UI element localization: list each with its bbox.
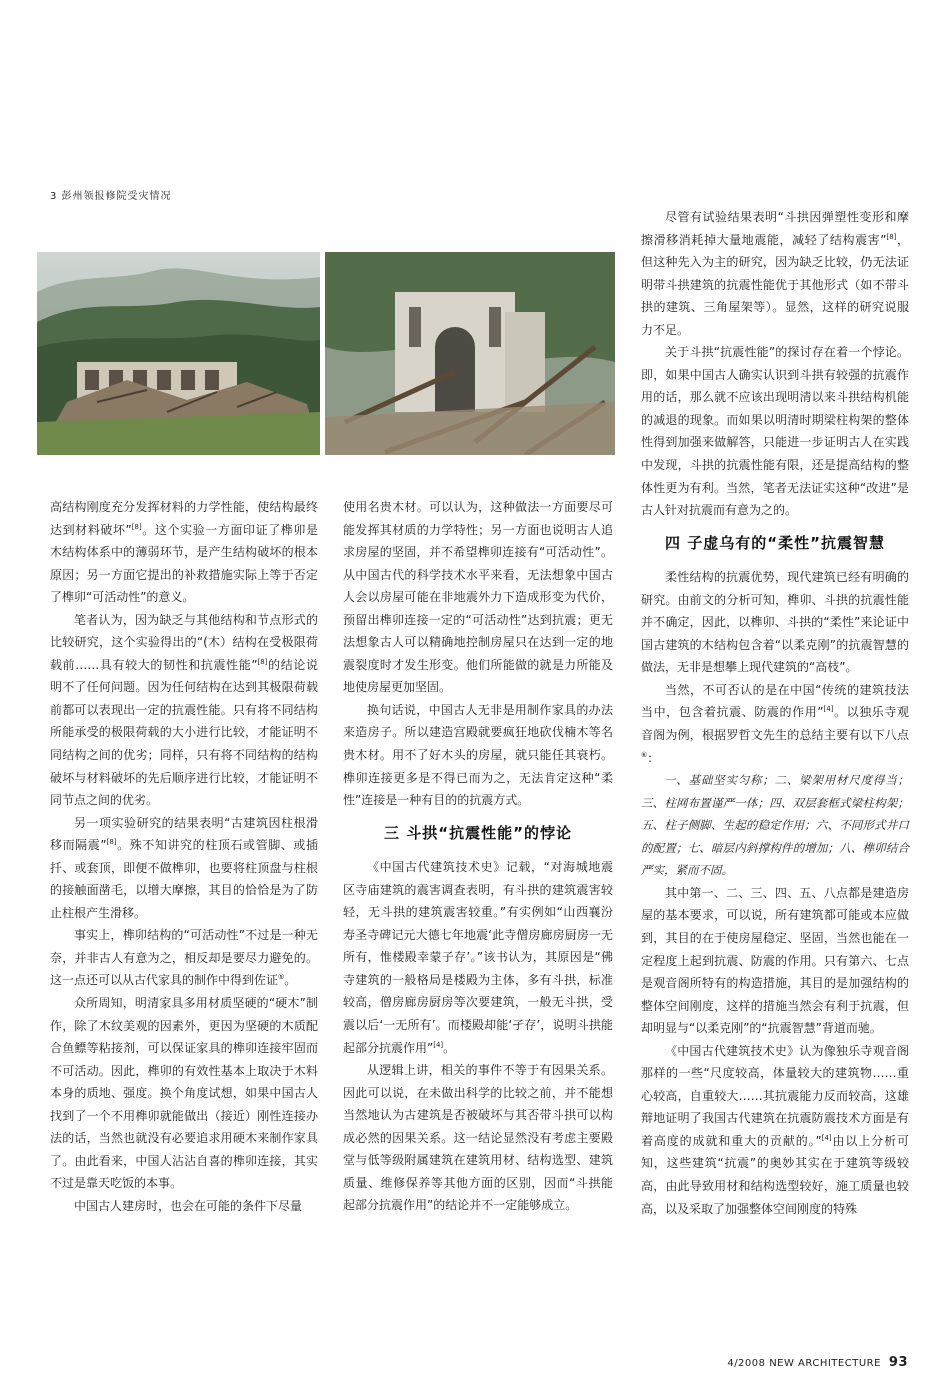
eight-points-list: 一、基础坚实匀称；二、梁架用材尺度得当；三、柱网布置谨严一体；四、双层套框式梁柱构架；五、柱子侧脚、生起的稳定作用；六、不同形式井口的配置；七、暗层内斜撑构件的增加；八、榫卯结合严实，紧而不固。 bbox=[641, 773, 909, 878]
hillside-ruins-image bbox=[37, 252, 320, 455]
journal-issue: 4/2008 NEW ARCHITECTURE bbox=[727, 1358, 881, 1369]
paragraph: 其中第一、二、三、四、五、八点都是建造房屋的基本要求，可以说，所有建筑都可能或本应做到，其目的在于使房屋稳定、坚固，当然也能在一定程度上起到抗震、防震的作用。只有第六、七点是观音阁所特有的构造措施，其目的是加强结构的整体空间刚度，这样的措施当然会有利于抗震，但却明显与“以柔克刚”的“抗震智慧”背道而驰。 bbox=[641, 885, 909, 1036]
paragraph: 使用名贵木材。可以认为，这种做法一方面要尽可能发挥其材质的力学特性；另一方面也说明古人追求房屋的坚固，并不希望榫卯连接有“可活动性”。从中国古代的科学技术水平来看，无法想象中国古人会以房屋可能在非地震外力下造成形变为代价，预留出榫卯连接一定的“可活动性”达到抗震；更无法想象古人可以精确地控制房屋只在达到一定的地震裂度时才发生形变。他们所能做的就是力所能及地使房屋更加坚固。 bbox=[343, 500, 613, 695]
section-heading-3: 三 斗拱“抗震性能”的悖论 bbox=[384, 823, 572, 842]
paragraph: 中国古人建房时，也会在可能的条件下尽量 bbox=[74, 1198, 303, 1213]
paragraph: 柔性结构的抗震优势，现代建筑已经有明确的研究。由前文的分析可知，榫卯、斗拱的抗震性能并不确定，因此，以榫卯、斗拱的“柔性”来论证中国古建筑的木结构包含着“以柔克刚”的抗震智慧的做法，无非是想攀上现代建筑的“高枝”。 bbox=[641, 570, 909, 675]
paragraph: 关于斗拱“抗震性能”的探讨存在着一个悖论。即，如果中国古人确实认识到斗拱有较强的抗震作用的话，那么就不应该出现明清以来斗拱结构机能的减退的现象。而如果以明清时期梁柱构架的整体性得到加强来做解答，只能进一步证明古人在实践中发现，斗拱的抗震性能有限，还是提高结构的整体性更为有利。当然，笔者无法证实这种“改进”是古人针对抗震而有意为之的。 bbox=[641, 345, 909, 518]
paragraph: 另一项实验研究的结果表明“古建筑因柱根滑移而隔震”[8]。殊不知讲究的柱顶石或管脚、或插扦、或套顶，即便不做榫卯，也要将柱顶盘与柱根的接触面凿毛，以增大摩擦，其目的恰恰是为了防止柱根产生滑移。 bbox=[50, 815, 318, 920]
paragraph: 高结构刚度充分发挥材料的力学性能，使结构最终达到材料破坏”[8]。这个实验一方面印证了榫卯是木结构体系中的薄弱环节，是产生结构破坏的根本原因；另一方面它提出的补救措施实际上等于否定了榫卯“可活动性”的意义。 bbox=[50, 500, 318, 605]
paragraph: 换句话说，中国古人无非是用制作家具的办法来造房子。所以建造宫殿就要疯狂地砍伐楠木等名贵木材。用不了好木头的房屋，就只能任其衰朽。榫卯连接更多是不得已而为之，无法肯定这种“柔性”连接是一种有目的的抗震方式。 bbox=[343, 702, 613, 808]
collapsed-church-photo bbox=[325, 252, 615, 455]
column-1 bbox=[50, 496, 318, 1218]
paragraph: 《中国古代建筑技术史》记载，“对海城地震区寺庙建筑的震害调查表明，有斗拱的建筑震害较轻，无斗拱的建筑震害较重。”有实例如“山西襄汾寿圣寺碑记元大德七年地震‘此寺僧房廊房厨房一无所有，惟楼殿幸蒙子存’。”该书认为，其原因是“佛寺建筑的一般格局是楼殿为主体，多有斗拱，标准较高，僧房廊房厨房等次要建筑，一般无斗拱，受震以后‘一无所有’。而楼殿却能‘孑存’，说明斗拱能起部分抗震作用”[4]。 bbox=[343, 860, 613, 1055]
page-footer bbox=[727, 1355, 908, 1370]
paragraph: 笔者认为，因为缺乏与其他结构和节点形式的比较研究，这个实验得出的“(木）结构在受极限荷载前……具有较大的韧性和抗震性能”[8]的结论说明不了任何问题。因为任何结构在达到其极限荷载前都可以表现出一定的抗震性能。只有将不同结构所能承受的极限荷载的大小进行比较，才能证明不同结构之间的优劣；同样，只有将不同结构的结构破坏与材料破坏的先后顺序进行比较，才能证明不同节点之间的优劣。 bbox=[50, 612, 318, 808]
paragraph: 《中国古代建筑技术史》认为像独乐寺观音阁那样的一些“尺度较高，体量较大的建筑物……重心较高，自重较大……其抗震能力反而较高，这雄辩地证明了我国古代建筑在抗震防震技术方面是有着高度的成就和重大的贡献的。”[4]由以上分析可知，这些建筑“抗震”的奥妙其实在于建筑等级较高，由此导致用材和结构选型较好，施工质量也较高，以及采取了加强整体空间刚度的特殊 bbox=[641, 1043, 909, 1216]
column-3 bbox=[641, 206, 909, 1220]
section-heading-4: 四 子虚乌有的“柔性”抗震智慧 bbox=[665, 533, 885, 552]
collapsed-monastery-photo bbox=[37, 252, 320, 455]
church-ruins-image bbox=[325, 252, 615, 455]
paragraph: 众所周知，明清家具多用材质坚硬的“硬木”制作，除了木纹美观的因素外，更因为坚硬的木质配合鱼鳔等粘接剂，可以保证家具的榫卯连接牢固而不可活动。因此，榫卯的有效性基本上取决于木料本身的质地、强度。换个角度试想，如果中国古人找到了一个不用榫卯就能做出（接近）刚性连接办法的话，当然也就没有必要追求用硬木来制作家具了。由此看来，中国人沾沾自喜的榫卯连接，其实不过是靠天吃饭的本事。 bbox=[50, 996, 318, 1191]
column-2 bbox=[343, 496, 613, 1217]
paragraph: 事实上，榫卯结构的“可活动性”不过是一种无奈，并非古人有意为之，相反却是要尽力避免的。这一点还可以从古代家具的制作中得到佐证⑤。 bbox=[50, 928, 318, 988]
figure-caption: 3 彭州领报修院受灾情况 bbox=[50, 191, 172, 202]
page-number: 93 bbox=[888, 1355, 908, 1370]
paragraph: 从逻辑上讲，相关的事件不等于有因果关系。因此可以说，在未做出科学的比较之前，并不能想当然地认为古建筑是否被破坏与其否带斗拱可以构成必然的因果关系。这一结论显然没有考虑主要殿堂与低等级附属建筑在建筑用材、结构选型、建筑质量、维修保养等其他方面的区别，因而“斗拱能起部分抗震作用”的结论并不一定能够成立。 bbox=[343, 1063, 613, 1213]
paragraph: 尽管有试验结果表明“斗拱因弹塑性变形和摩擦滑移消耗掉大量地震能，减轻了结构震害”[8]，但这种先入为主的研究，因为缺乏比较，仍无法证明带斗拱建筑的抗震性能优于其他形式（如不带斗拱的建筑、三角屋架等）。显然，这样的研究说服力不足。 bbox=[641, 210, 909, 337]
paragraph: 当然，不可否认的是在中国“传统的建筑技法当中，包含着抗震、防震的作用”[4]。以独乐寺观音阁为例，根据罗哲文先生的总结主要有以下八点⑥： bbox=[641, 682, 909, 765]
